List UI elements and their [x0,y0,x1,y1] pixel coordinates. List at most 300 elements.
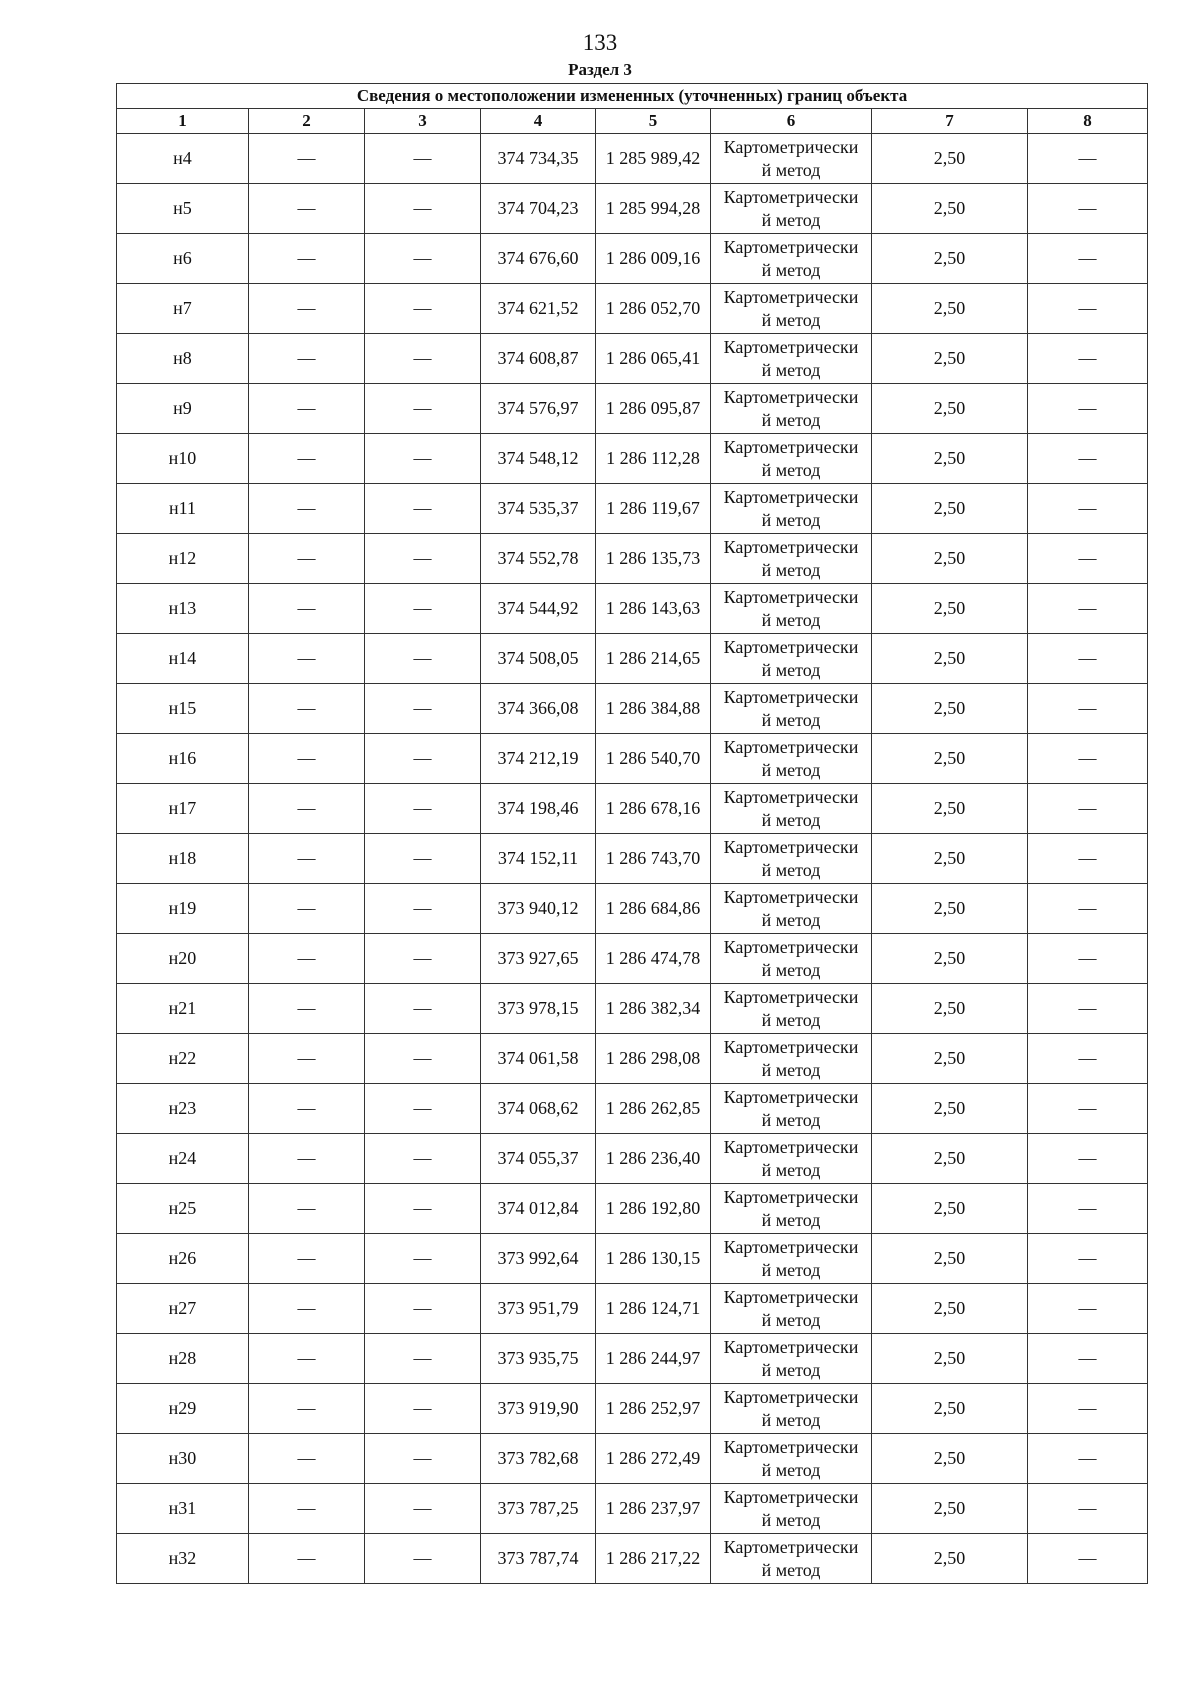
x-coordinate-cell: 373 940,12 [481,884,596,934]
method-line-2: й метод [761,409,821,430]
table-row [117,1534,1148,1584]
y-coordinate-cell: 1 286 262,85 [596,1084,711,1134]
accuracy-cell: 2,50 [872,734,1028,784]
column-3-cell: — [365,834,481,884]
method-cell [711,434,872,484]
method-cell [711,284,872,334]
method-line-2: й метод [761,209,821,230]
method-line-2: й метод [761,559,821,580]
method-cell [711,1034,872,1084]
column-3-cell: — [365,534,481,584]
method-line-2: й метод [761,1159,821,1180]
accuracy-cell: 2,50 [872,284,1028,334]
column-3-cell: — [365,384,481,434]
method-line-2: й метод [761,909,821,930]
column-3-cell: — [365,1384,481,1434]
column-2-cell: — [249,134,365,184]
y-coordinate-cell: 1 286 298,08 [596,1034,711,1084]
column-8-cell: — [1028,1434,1148,1484]
point-cell: н25 [117,1184,249,1234]
y-coordinate-cell: 1 286 474,78 [596,934,711,984]
table-row [117,934,1148,984]
y-coordinate-cell: 1 286 237,97 [596,1484,711,1534]
column-2-cell: — [249,184,365,234]
point-cell: н5 [117,184,249,234]
method-line-2: й метод [761,859,821,880]
y-coordinate-cell: 1 286 382,34 [596,984,711,1034]
method-line-2: й метод [761,1059,821,1080]
column-header: 8 [1028,109,1148,134]
method-cell [711,884,872,934]
x-coordinate-cell: 374 061,58 [481,1034,596,1084]
point-cell: н17 [117,784,249,834]
table-row [117,234,1148,284]
column-8-cell: — [1028,1134,1148,1184]
method-line-1: Картометрически [723,1336,859,1357]
accuracy-cell: 2,50 [872,1384,1028,1434]
method-line-2: й метод [761,1409,821,1430]
table-row [117,284,1148,334]
method-line-1: Картометрически [723,1536,859,1557]
accuracy-cell: 2,50 [872,1334,1028,1384]
method-line-2: й метод [761,1559,821,1580]
method-cell [711,834,872,884]
y-coordinate-cell: 1 285 989,42 [596,134,711,184]
column-3-cell: — [365,934,481,984]
x-coordinate-cell: 374 608,87 [481,334,596,384]
y-coordinate-cell: 1 286 684,86 [596,884,711,934]
column-8-cell: — [1028,434,1148,484]
x-coordinate-cell: 373 951,79 [481,1284,596,1334]
point-cell: н28 [117,1334,249,1384]
method-cell [711,634,872,684]
accuracy-cell: 2,50 [872,584,1028,634]
accuracy-cell: 2,50 [872,1084,1028,1134]
column-8-cell: — [1028,684,1148,734]
column-3-cell: — [365,1334,481,1384]
y-coordinate-cell: 1 286 130,15 [596,1234,711,1284]
column-3-cell: — [365,1434,481,1484]
point-cell: н12 [117,534,249,584]
method-line-2: й метод [761,959,821,980]
section-title: Раздел 3 [568,60,632,79]
x-coordinate-cell: 374 621,52 [481,284,596,334]
column-2-cell: — [249,734,365,784]
x-coordinate-cell: 373 935,75 [481,1334,596,1384]
method-line-1: Картометрически [723,1436,859,1457]
accuracy-cell: 2,50 [872,934,1028,984]
x-coordinate-cell: 374 576,97 [481,384,596,434]
method-cell [711,734,872,784]
x-coordinate-cell: 374 508,05 [481,634,596,684]
method-line-1: Картометрически [723,786,859,807]
method-line-1: Картометрически [723,1186,859,1207]
method-line-2: й метод [761,159,821,180]
column-header: 1 [117,109,249,134]
column-8-cell: — [1028,634,1148,684]
column-3-cell: — [365,1184,481,1234]
table-row [117,1484,1148,1534]
method-line-1: Картометрически [723,1136,859,1157]
accuracy-cell: 2,50 [872,784,1028,834]
accuracy-cell: 2,50 [872,434,1028,484]
method-line-1: Картометрически [723,336,859,357]
method-cell [711,534,872,584]
column-2-cell: — [249,834,365,884]
point-cell: н30 [117,1434,249,1484]
table-body [117,134,1148,1584]
column-2-cell: — [249,984,365,1034]
table-row [117,1034,1148,1084]
table-row [117,834,1148,884]
y-coordinate-cell: 1 286 135,73 [596,534,711,584]
column-8-cell: — [1028,1534,1148,1584]
method-line-2: й метод [761,1109,821,1130]
point-cell: н32 [117,1534,249,1584]
method-cell [711,1534,872,1584]
column-header: 4 [481,109,596,134]
method-cell [711,684,872,734]
y-coordinate-cell: 1 286 236,40 [596,1134,711,1184]
accuracy-cell: 2,50 [872,1534,1028,1584]
table-row [117,484,1148,534]
method-line-1: Картометрически [723,386,859,407]
accuracy-cell: 2,50 [872,334,1028,384]
method-line-1: Картометрически [723,936,859,957]
column-header: 6 [711,109,872,134]
table-row [117,134,1148,184]
column-header: 2 [249,109,365,134]
column-3-cell: — [365,584,481,634]
point-cell: н21 [117,984,249,1034]
column-3-cell: — [365,334,481,384]
method-line-1: Картометрически [723,586,859,607]
method-line-2: й метод [761,709,821,730]
method-cell [711,184,872,234]
point-cell: н29 [117,1384,249,1434]
x-coordinate-cell: 374 544,92 [481,584,596,634]
page-number: 133 [582,30,618,55]
column-3-cell: — [365,434,481,484]
method-line-1: Картометрически [723,136,859,157]
method-cell [711,384,872,434]
column-8-cell: — [1028,884,1148,934]
method-line-1: Картометрически [723,986,859,1007]
method-line-1: Картометрически [723,1236,859,1257]
point-cell: н27 [117,1284,249,1334]
point-cell: н7 [117,284,249,334]
point-cell: н23 [117,1084,249,1134]
point-cell: н24 [117,1134,249,1184]
x-coordinate-cell: 374 704,23 [481,184,596,234]
column-3-cell: — [365,134,481,184]
column-3-cell: — [365,184,481,234]
accuracy-cell: 2,50 [872,384,1028,434]
column-3-cell: — [365,1034,481,1084]
table-row [117,884,1148,934]
point-cell: н4 [117,134,249,184]
method-cell [711,1084,872,1134]
method-line-1: Картометрически [723,1486,859,1507]
y-coordinate-cell: 1 286 678,16 [596,784,711,834]
method-line-2: й метод [761,359,821,380]
method-line-2: й метод [761,1009,821,1030]
column-2-cell: — [249,1534,365,1584]
method-line-1: Картометрически [723,736,859,757]
column-2-cell: — [249,534,365,584]
y-coordinate-cell: 1 286 252,97 [596,1384,711,1434]
column-2-cell: — [249,234,365,284]
column-2-cell: — [249,634,365,684]
column-8-cell: — [1028,1334,1148,1384]
method-line-2: й метод [761,759,821,780]
table-row [117,984,1148,1034]
column-8-cell: — [1028,1484,1148,1534]
accuracy-cell: 2,50 [872,634,1028,684]
method-line-1: Картометрически [723,286,859,307]
table-row [117,1334,1148,1384]
x-coordinate-cell: 374 055,37 [481,1134,596,1184]
column-header-row [117,109,1148,134]
accuracy-cell: 2,50 [872,134,1028,184]
column-2-cell: — [249,884,365,934]
point-cell: н18 [117,834,249,884]
accuracy-cell: 2,50 [872,1284,1028,1334]
coordinates-table [116,83,1148,1584]
x-coordinate-cell: 373 919,90 [481,1384,596,1434]
point-cell: н31 [117,1484,249,1534]
column-2-cell: — [249,684,365,734]
column-3-cell: — [365,1284,481,1334]
column-2-cell: — [249,434,365,484]
method-line-1: Картометрически [723,1286,859,1307]
accuracy-cell: 2,50 [872,1134,1028,1184]
accuracy-cell: 2,50 [872,834,1028,884]
column-3-cell: — [365,734,481,784]
x-coordinate-cell: 374 212,19 [481,734,596,784]
accuracy-cell: 2,50 [872,884,1028,934]
point-cell: н6 [117,234,249,284]
point-cell: н9 [117,384,249,434]
column-2-cell: — [249,1434,365,1484]
column-2-cell: — [249,1234,365,1284]
column-8-cell: — [1028,784,1148,834]
table-row [117,184,1148,234]
accuracy-cell: 2,50 [872,184,1028,234]
y-coordinate-cell: 1 286 143,63 [596,584,711,634]
accuracy-cell: 2,50 [872,984,1028,1034]
table-row [117,584,1148,634]
table-row [117,1434,1148,1484]
x-coordinate-cell: 373 787,74 [481,1534,596,1584]
method-line-1: Картометрически [723,1086,859,1107]
method-line-2: й метод [761,1209,821,1230]
y-coordinate-cell: 1 286 119,67 [596,484,711,534]
method-cell [711,1184,872,1234]
column-8-cell: — [1028,1234,1148,1284]
y-coordinate-cell: 1 286 124,71 [596,1284,711,1334]
column-8-cell: — [1028,1084,1148,1134]
method-cell [711,1384,872,1434]
table-row [117,784,1148,834]
table-row [117,734,1148,784]
x-coordinate-cell: 374 676,60 [481,234,596,284]
x-coordinate-cell: 374 012,84 [481,1184,596,1234]
method-cell [711,584,872,634]
column-2-cell: — [249,1334,365,1384]
table-caption: Сведения о местоположении измененных (уточненных) границ объекта [117,84,1148,109]
point-cell: н14 [117,634,249,684]
method-line-1: Картометрически [723,686,859,707]
method-cell [711,1134,872,1184]
point-cell: н8 [117,334,249,384]
method-line-1: Картометрически [723,236,859,257]
column-2-cell: — [249,284,365,334]
method-cell [711,134,872,184]
column-header: 3 [365,109,481,134]
method-line-2: й метод [761,1309,821,1330]
method-line-2: й метод [761,1459,821,1480]
column-8-cell: — [1028,234,1148,284]
x-coordinate-cell: 374 366,08 [481,684,596,734]
x-coordinate-cell: 374 535,37 [481,484,596,534]
method-cell [711,334,872,384]
column-8-cell: — [1028,1184,1148,1234]
column-2-cell: — [249,384,365,434]
method-cell [711,234,872,284]
column-3-cell: — [365,1134,481,1184]
column-header: 7 [872,109,1028,134]
column-3-cell: — [365,1534,481,1584]
column-3-cell: — [365,634,481,684]
table-row [117,1284,1148,1334]
table-row [117,1234,1148,1284]
method-cell [711,484,872,534]
column-2-cell: — [249,484,365,534]
column-8-cell: — [1028,984,1148,1034]
column-2-cell: — [249,1284,365,1334]
table-row [117,634,1148,684]
accuracy-cell: 2,50 [872,1234,1028,1284]
point-cell: н19 [117,884,249,934]
method-line-2: й метод [761,659,821,680]
column-8-cell: — [1028,184,1148,234]
point-cell: н16 [117,734,249,784]
column-2-cell: — [249,1384,365,1434]
method-line-2: й метод [761,459,821,480]
method-line-1: Картометрически [723,1386,859,1407]
table-row [117,1384,1148,1434]
column-2-cell: — [249,1484,365,1534]
x-coordinate-cell: 373 787,25 [481,1484,596,1534]
method-line-2: й метод [761,809,821,830]
method-line-1: Картометрически [723,886,859,907]
point-cell: н11 [117,484,249,534]
table-row [117,1084,1148,1134]
point-cell: н10 [117,434,249,484]
x-coordinate-cell: 373 927,65 [481,934,596,984]
column-2-cell: — [249,584,365,634]
x-coordinate-cell: 373 782,68 [481,1434,596,1484]
method-line-2: й метод [761,1259,821,1280]
column-8-cell: — [1028,1034,1148,1084]
y-coordinate-cell: 1 286 272,49 [596,1434,711,1484]
column-2-cell: — [249,1034,365,1084]
column-3-cell: — [365,484,481,534]
column-3-cell: — [365,784,481,834]
column-8-cell: — [1028,484,1148,534]
column-8-cell: — [1028,834,1148,884]
column-8-cell: — [1028,284,1148,334]
y-coordinate-cell: 1 286 384,88 [596,684,711,734]
column-2-cell: — [249,1134,365,1184]
method-cell [711,784,872,834]
y-coordinate-cell: 1 286 540,70 [596,734,711,784]
accuracy-cell: 2,50 [872,684,1028,734]
point-cell: н20 [117,934,249,984]
method-line-1: Картометрически [723,836,859,857]
x-coordinate-cell: 374 734,35 [481,134,596,184]
x-coordinate-cell: 374 548,12 [481,434,596,484]
x-coordinate-cell: 374 198,46 [481,784,596,834]
x-coordinate-cell: 374 068,62 [481,1084,596,1134]
y-coordinate-cell: 1 286 217,22 [596,1534,711,1584]
column-8-cell: — [1028,584,1148,634]
table-row [117,534,1148,584]
method-cell [711,1334,872,1384]
accuracy-cell: 2,50 [872,1184,1028,1234]
method-cell [711,1434,872,1484]
accuracy-cell: 2,50 [872,1434,1028,1484]
table-row [117,684,1148,734]
accuracy-cell: 2,50 [872,484,1028,534]
column-3-cell: — [365,1084,481,1134]
column-2-cell: — [249,934,365,984]
method-line-2: й метод [761,309,821,330]
y-coordinate-cell: 1 286 052,70 [596,284,711,334]
method-line-2: й метод [761,1509,821,1530]
column-8-cell: — [1028,934,1148,984]
column-8-cell: — [1028,384,1148,434]
method-line-1: Картометрически [723,186,859,207]
accuracy-cell: 2,50 [872,534,1028,584]
column-8-cell: — [1028,734,1148,784]
method-line-1: Картометрически [723,636,859,657]
method-line-2: й метод [761,259,821,280]
column-2-cell: — [249,334,365,384]
table-row [117,334,1148,384]
method-line-2: й метод [761,1359,821,1380]
x-coordinate-cell: 373 992,64 [481,1234,596,1284]
column-3-cell: — [365,1484,481,1534]
accuracy-cell: 2,50 [872,234,1028,284]
y-coordinate-cell: 1 286 214,65 [596,634,711,684]
column-2-cell: — [249,784,365,834]
table-row [117,434,1148,484]
table-row [117,1184,1148,1234]
method-cell [711,1284,872,1334]
y-coordinate-cell: 1 286 065,41 [596,334,711,384]
method-line-1: Картометрически [723,486,859,507]
method-line-1: Картометрически [723,536,859,557]
method-line-1: Картометрически [723,1036,859,1057]
y-coordinate-cell: 1 286 244,97 [596,1334,711,1384]
table-row [117,384,1148,434]
method-line-2: й метод [761,509,821,530]
method-line-2: й метод [761,609,821,630]
x-coordinate-cell: 374 152,11 [481,834,596,884]
y-coordinate-cell: 1 286 095,87 [596,384,711,434]
